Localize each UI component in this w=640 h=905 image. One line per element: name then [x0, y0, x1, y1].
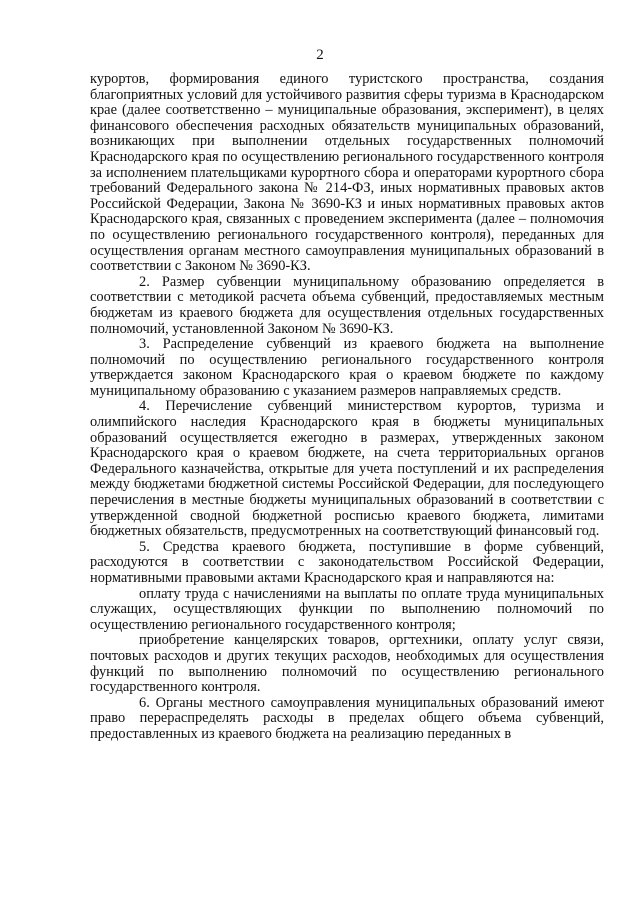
paragraph-5-item-supplies: приобретение канцелярских товаров, оргтехники, оплату услуг связи, почтовых расходов и других текущих расходов, необходимых для осуществления функций по выполнению полномочий по осуществлению регионального государственного контроля. — [90, 632, 604, 696]
paragraph-5: 5. Средства краевого бюджета, поступившие в форме субвенций, расходуются в соответствии с законодательством Российской Федерации, нормативными правовыми актами Краснодарского края и направляются на: — [90, 538, 604, 586]
paragraph-2: 2. Размер субвенции муниципальному образованию определяется в соответствии с методикой расчета объема субвенций, предоставляемых местным бюджетам из краевого бюджета для осуществления отдельных государственных полномочий, установленной Законом № 3690-КЗ. — [90, 273, 604, 337]
document-body — [90, 72, 604, 743]
paragraph-1-continuation: курортов, формирования единого туристского пространства, создания благоприятных условий для устойчивого развития сферы туризма в Краснодарском крае (далее соответственно – муниципальные образования, эксперимент), в целях финансового обеспечения расходных обязательств муниципальных образований, возникающих при выполнении отдельных государственных полномочий Краснодарского края по осуществлению регионального государственного контроля за исполнением плательщиками курортного сбора и операторами курортного сбора требований Федерального закона № 214-ФЗ, иных нормативных правовых актов Российской Федерации, Закона № 3690-КЗ и иных нормативных правовых актов Краснодарского края, связанных с проведением эксперимента (далее – полномочия по осуществлению регионального государственного контроля), переданных для осуществления органам местного самоуправления муниципальных образований в соответствии с Законом № 3690-КЗ. — [90, 71, 604, 275]
paragraph-6: 6. Органы местного самоуправления муниципальных образований имеют право перераспределять расходы в пределах общего объема субвенций, предоставленных из краевого бюджета на реализацию переданных в — [90, 694, 604, 742]
paragraph-4: 4. Перечисление субвенций министерством курортов, туризма и олимпийского наследия Краснодарского края в бюджеты муниципальных образований осуществляется ежегодно в размерах, утвержденных законом Краснодарского края о краевом бюджете, на счета территориальных органов Федерального казначейства, открытые для учета поступлений и их распределения между бюджетами бюджетной системы Российской Федерации, для последующего перечисления в местные бюджеты муниципальных образований в соответствии с утвержденной сводной бюджетной росписью краевого бюджета, лимитами бюджетных обязательств, предусмотренных на соответствующий финансовый год. — [90, 398, 604, 540]
page-number: 2 — [316, 47, 324, 63]
paragraph-3: 3. Распределение субвенций из краевого бюджета на выполнение полномочий по осуществлению регионального государственного контроля утверждается законом Краснодарского края о краевом бюджете по каждому муниципальному образованию с указанием размеров направляемых средств. — [90, 336, 604, 399]
paragraph-5-item-salary: оплату труда с начислениями на выплаты по оплате труда муниципальных служащих, осуществляющих функции по выполнению полномочий по осуществлению регионального государственного контроля; — [90, 585, 604, 633]
